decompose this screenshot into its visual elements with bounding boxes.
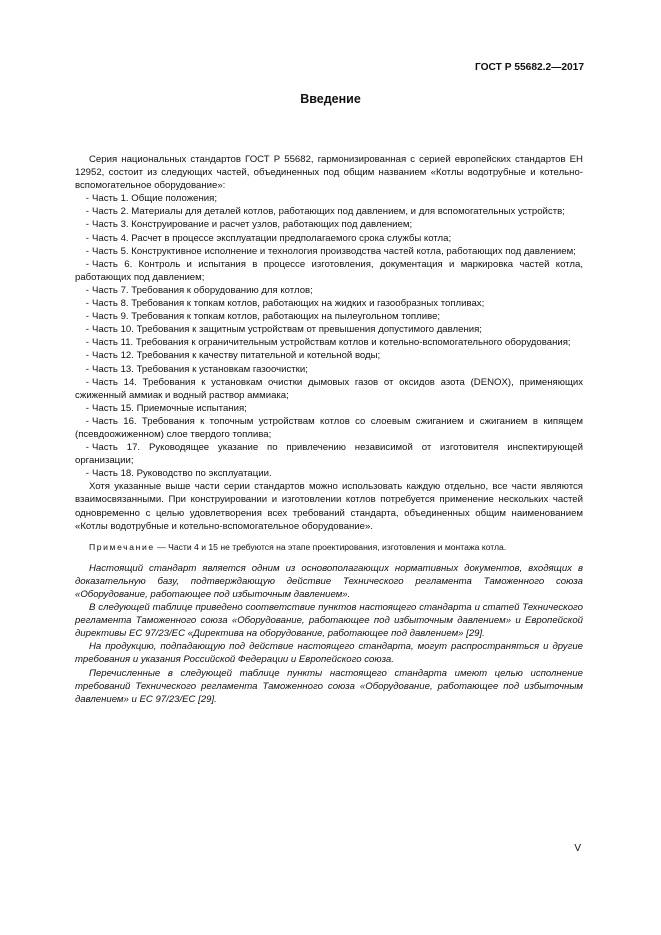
list-dash: - (85, 193, 89, 205)
list-dash: - (85, 324, 89, 336)
list-dash: - (85, 232, 89, 244)
italic-paragraph: В следующей таблице приведено соответствие пунктов настоящего стандарта и статей Технического регламента Таможенного союза «Оборудование, работающее под избыточным давлением» и Европейской директивы ЕС 97/23/ЕС «Директива на оборудование, работающее под давлением» [29]. (75, 602, 583, 640)
list-item-text: Часть 13. Требования к установкам газоочистки; (92, 363, 308, 375)
list-item-text: Часть 5. Конструктивное исполнение и технология производства частей котла, работающих под давлением; (92, 245, 576, 257)
list-item (75, 467, 583, 480)
list-item (75, 205, 583, 218)
list-item-text: Часть 10. Требования к защитным устройствам от превышения допустимого давления; (92, 324, 482, 336)
list-item-text: Часть 3. Конструирование и расчет узлов, работающих под давлением; (92, 219, 413, 231)
list-dash: - (85, 337, 89, 349)
list-item (75, 258, 583, 284)
list-dash: - (85, 284, 89, 296)
list-dash: - (85, 363, 89, 375)
list-item-text: Часть 12. Требования к качеству питательной и котельной воды; (92, 350, 381, 362)
document-header-id: ГОСТ Р 55682.2—2017 (474, 62, 584, 73)
list-dash: - (85, 298, 89, 310)
parts-list (75, 192, 583, 480)
list-item (75, 245, 583, 258)
list-item-text: Часть 6. Контроль и испытания в процессе изготовления, документация и маркировка частей котла, работающих под давлением; (75, 258, 583, 283)
list-item (75, 232, 583, 245)
list-dash: - (85, 415, 89, 427)
list-item-text: Часть 18. Руководство по эксплуатации. (92, 468, 272, 480)
italic-paragraph: На продукцию, подпадающую под действие настоящего стандарта, могут распространяться и другие требования и указания Российской Федерации и Европейского союза. (75, 641, 583, 666)
list-dash: - (85, 402, 89, 414)
list-item-text: Часть 14. Требования к установкам очистки дымовых газов от оксидов азота (DENOX), применяющих сжиженный аммиак и водный раствор аммиака; (75, 376, 583, 401)
list-item-text: Часть 11. Требования к ограничительным устройствам котлов и котельно-вспомогательного оборудования; (92, 337, 571, 349)
list-item-text: Часть 9. Требования к топкам котлов, работающих на пылеугольном топливе; (92, 311, 441, 323)
list-item (75, 376, 583, 402)
page-title: Введение (300, 92, 361, 106)
list-dash: - (85, 311, 89, 323)
list-item (75, 192, 583, 205)
note-text: — Части 4 и 15 не требуются на этапе проектирования, изготовления и монтажа котла. (154, 541, 507, 552)
list-item-text: Часть 8. Требования к топкам котлов, работающих на жидких и газообразных топливах; (92, 298, 485, 310)
usage-paragraph: Хотя указанные выше части серии стандартов можно использовать каждую отдельно, все части являются взаимосвязанными. При конструировании и изготовлении котлов потребуется применение нескольких частей одновременно с целью удовлетворения всех требований стандарта, объединенных общим наименованием «Котлы водотрубные и котельно-вспомогательное оборудование». (75, 481, 583, 532)
list-dash: - (85, 258, 89, 270)
list-item (75, 415, 583, 441)
intro-paragraph: Серия национальных стандартов ГОСТ Р 55682, гармонизированная с серией европейских стандартов ЕН 12952, состоит из следующих частей, объединенных под общим названием «Котлы водотрубные и котельно-вспомогательное оборудование»: (75, 154, 583, 192)
list-dash: - (85, 468, 89, 480)
list-item-text: Часть 17. Руководящее указание по привлечению независимой от изготовителя инспектирующей организации; (75, 442, 583, 467)
italic-paragraph: Настоящий стандарт является одним из основополагающих нормативных документов, входящих в доказательную базу, подтверждающую действие Технического регламента Таможенного союза «Оборудование, работающее под избыточным давлением». (75, 562, 583, 600)
list-item-text: Часть 7. Требования к оборудованию для котлов; (92, 284, 313, 296)
list-item-text: Часть 2. Материалы для деталей котлов, работающих под давлением, и для вспомогательных устройств; (92, 206, 565, 218)
list-dash: - (85, 245, 89, 257)
list-item (75, 297, 583, 310)
page-number: V (574, 843, 581, 854)
list-item (75, 323, 583, 336)
list-item-text: Часть 4. Расчет в процессе эксплуатации предполагаемого срока службы котла; (92, 232, 452, 244)
list-item-text: Часть 1. Общие положения; (92, 193, 217, 205)
list-item (75, 284, 583, 297)
italic-paragraph: Перечисленные в следующей таблице пункты настоящего стандарта имеют целью исполнение требований Технического регламента Таможенного союза «Оборудование, работающее под избыточным давлением» и ЕС 97/23/ЕС [29]. (75, 667, 583, 705)
list-dash: - (85, 376, 89, 388)
list-dash: - (85, 350, 89, 362)
list-item (75, 218, 583, 231)
note-paragraph (75, 541, 583, 554)
list-dash: - (85, 442, 89, 454)
list-item (75, 363, 583, 376)
list-item (75, 336, 583, 349)
list-item (75, 402, 583, 415)
note-label: Примечание (89, 541, 155, 552)
list-item-text: Часть 16. Требования к топочным устройствам котлов со слоевым сжиганием и сжиганием в кипящем (псевдоожиженном) слое твердого топлива; (75, 415, 583, 440)
list-item (75, 441, 583, 467)
list-item-text: Часть 15. Приемочные испытания; (92, 402, 247, 414)
document-body (75, 153, 583, 706)
italic-section (75, 562, 583, 706)
list-item (75, 310, 583, 323)
list-dash: - (85, 219, 89, 231)
list-item (75, 349, 583, 362)
list-dash: - (85, 206, 89, 218)
